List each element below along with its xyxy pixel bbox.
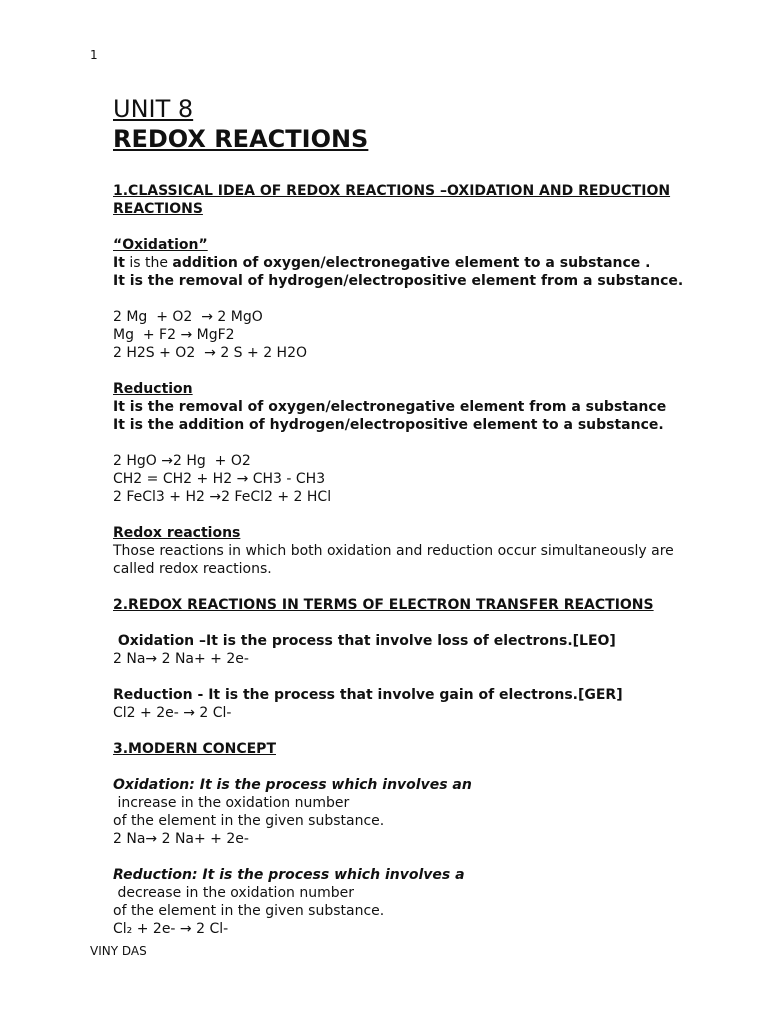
modern-oxidation-line1 [113, 776, 693, 812]
oxidation-equation: 2 H2S + O2 → 2 S + 2 H2O [113, 345, 308, 361]
modern-oxidation-equation: 2 Na→ 2 Na+ + 2e- [113, 831, 249, 847]
oxidation-heading: “Oxidation” [113, 237, 208, 253]
section1-heading-line2: REACTIONS [113, 201, 203, 217]
modern-reduction-line2: of the element in the given substance. [113, 903, 385, 919]
electron-reduction-definition: Reduction - It is the process that involve gain of electrons.[GER] [113, 687, 623, 703]
oxidation-def1-rest: addition of oxygen/electronegative element to a substance . [172, 255, 651, 271]
modern-reduction-equation: Cl₂ + 2e- → 2 Cl- [113, 921, 229, 937]
electron-oxidation-definition: Oxidation –It is the process that involve loss of electrons.[LEO] [113, 633, 616, 649]
modern-oxidation-line2: of the element in the given substance. [113, 813, 385, 829]
oxidation-def1-it: It [113, 255, 125, 271]
oxidation-equation: 2 Mg + O2 → 2 MgO [113, 309, 263, 325]
oxidation-definition-1 [113, 254, 693, 272]
reduction-equation: CH2 = CH2 + H2 → CH3 - CH3 [113, 471, 326, 487]
reduction-definition-1: It is the removal of oxygen/electronegative element from a substance [113, 399, 667, 415]
modern-oxidation-rest: increase in the oxidation number [113, 795, 350, 811]
electron-oxidation-equation: 2 Na→ 2 Na+ + 2e- [113, 651, 249, 667]
oxidation-definition-2: It is the removal of hydrogen/electropositive element from a substance. [113, 273, 684, 289]
modern-reduction-bold: Reduction: It is the process which involves a [113, 867, 465, 883]
reduction-equation: 2 FeCl3 + H2 →2 FeCl2 + 2 HCl [113, 489, 332, 505]
unit-heading: UNIT 8 [113, 95, 194, 123]
oxidation-equation: Mg + F2 → MgF2 [113, 327, 235, 343]
redox-heading: Redox reactions [113, 525, 241, 541]
redox-text-line2: called redox reactions. [113, 561, 272, 577]
modern-reduction-rest: decrease in the oxidation number [113, 885, 354, 901]
redox-text-line1: Those reactions in which both oxidation and reduction occur simultaneously are [113, 543, 674, 559]
reduction-definition-2: It is the addition of hydrogen/electropositive element to a substance. [113, 417, 664, 433]
section2-heading: 2.REDOX REACTIONS IN TERMS OF ELECTRON TRANSFER REACTIONS [113, 597, 654, 613]
modern-oxidation-bold: Oxidation: It is the process which involves an [113, 777, 472, 793]
page-number: 1 [90, 48, 98, 62]
document-body [113, 94, 693, 938]
reduction-heading: Reduction [113, 381, 193, 397]
oxidation-def1-is-the: is the [124, 255, 173, 271]
section1-heading-line1: 1.CLASSICAL IDEA OF REDOX REACTIONS –OXIDATION AND REDUCTION [113, 183, 671, 199]
electron-reduction-equation: Cl2 + 2e- → 2 Cl- [113, 705, 232, 721]
modern-reduction-line1 [113, 866, 693, 902]
page-title: REDOX REACTIONS [113, 125, 369, 153]
footer-author: VINY DAS [90, 944, 147, 958]
section3-heading: 3.MODERN CONCEPT [113, 741, 276, 757]
reduction-equation: 2 HgO →2 Hg + O2 [113, 453, 251, 469]
